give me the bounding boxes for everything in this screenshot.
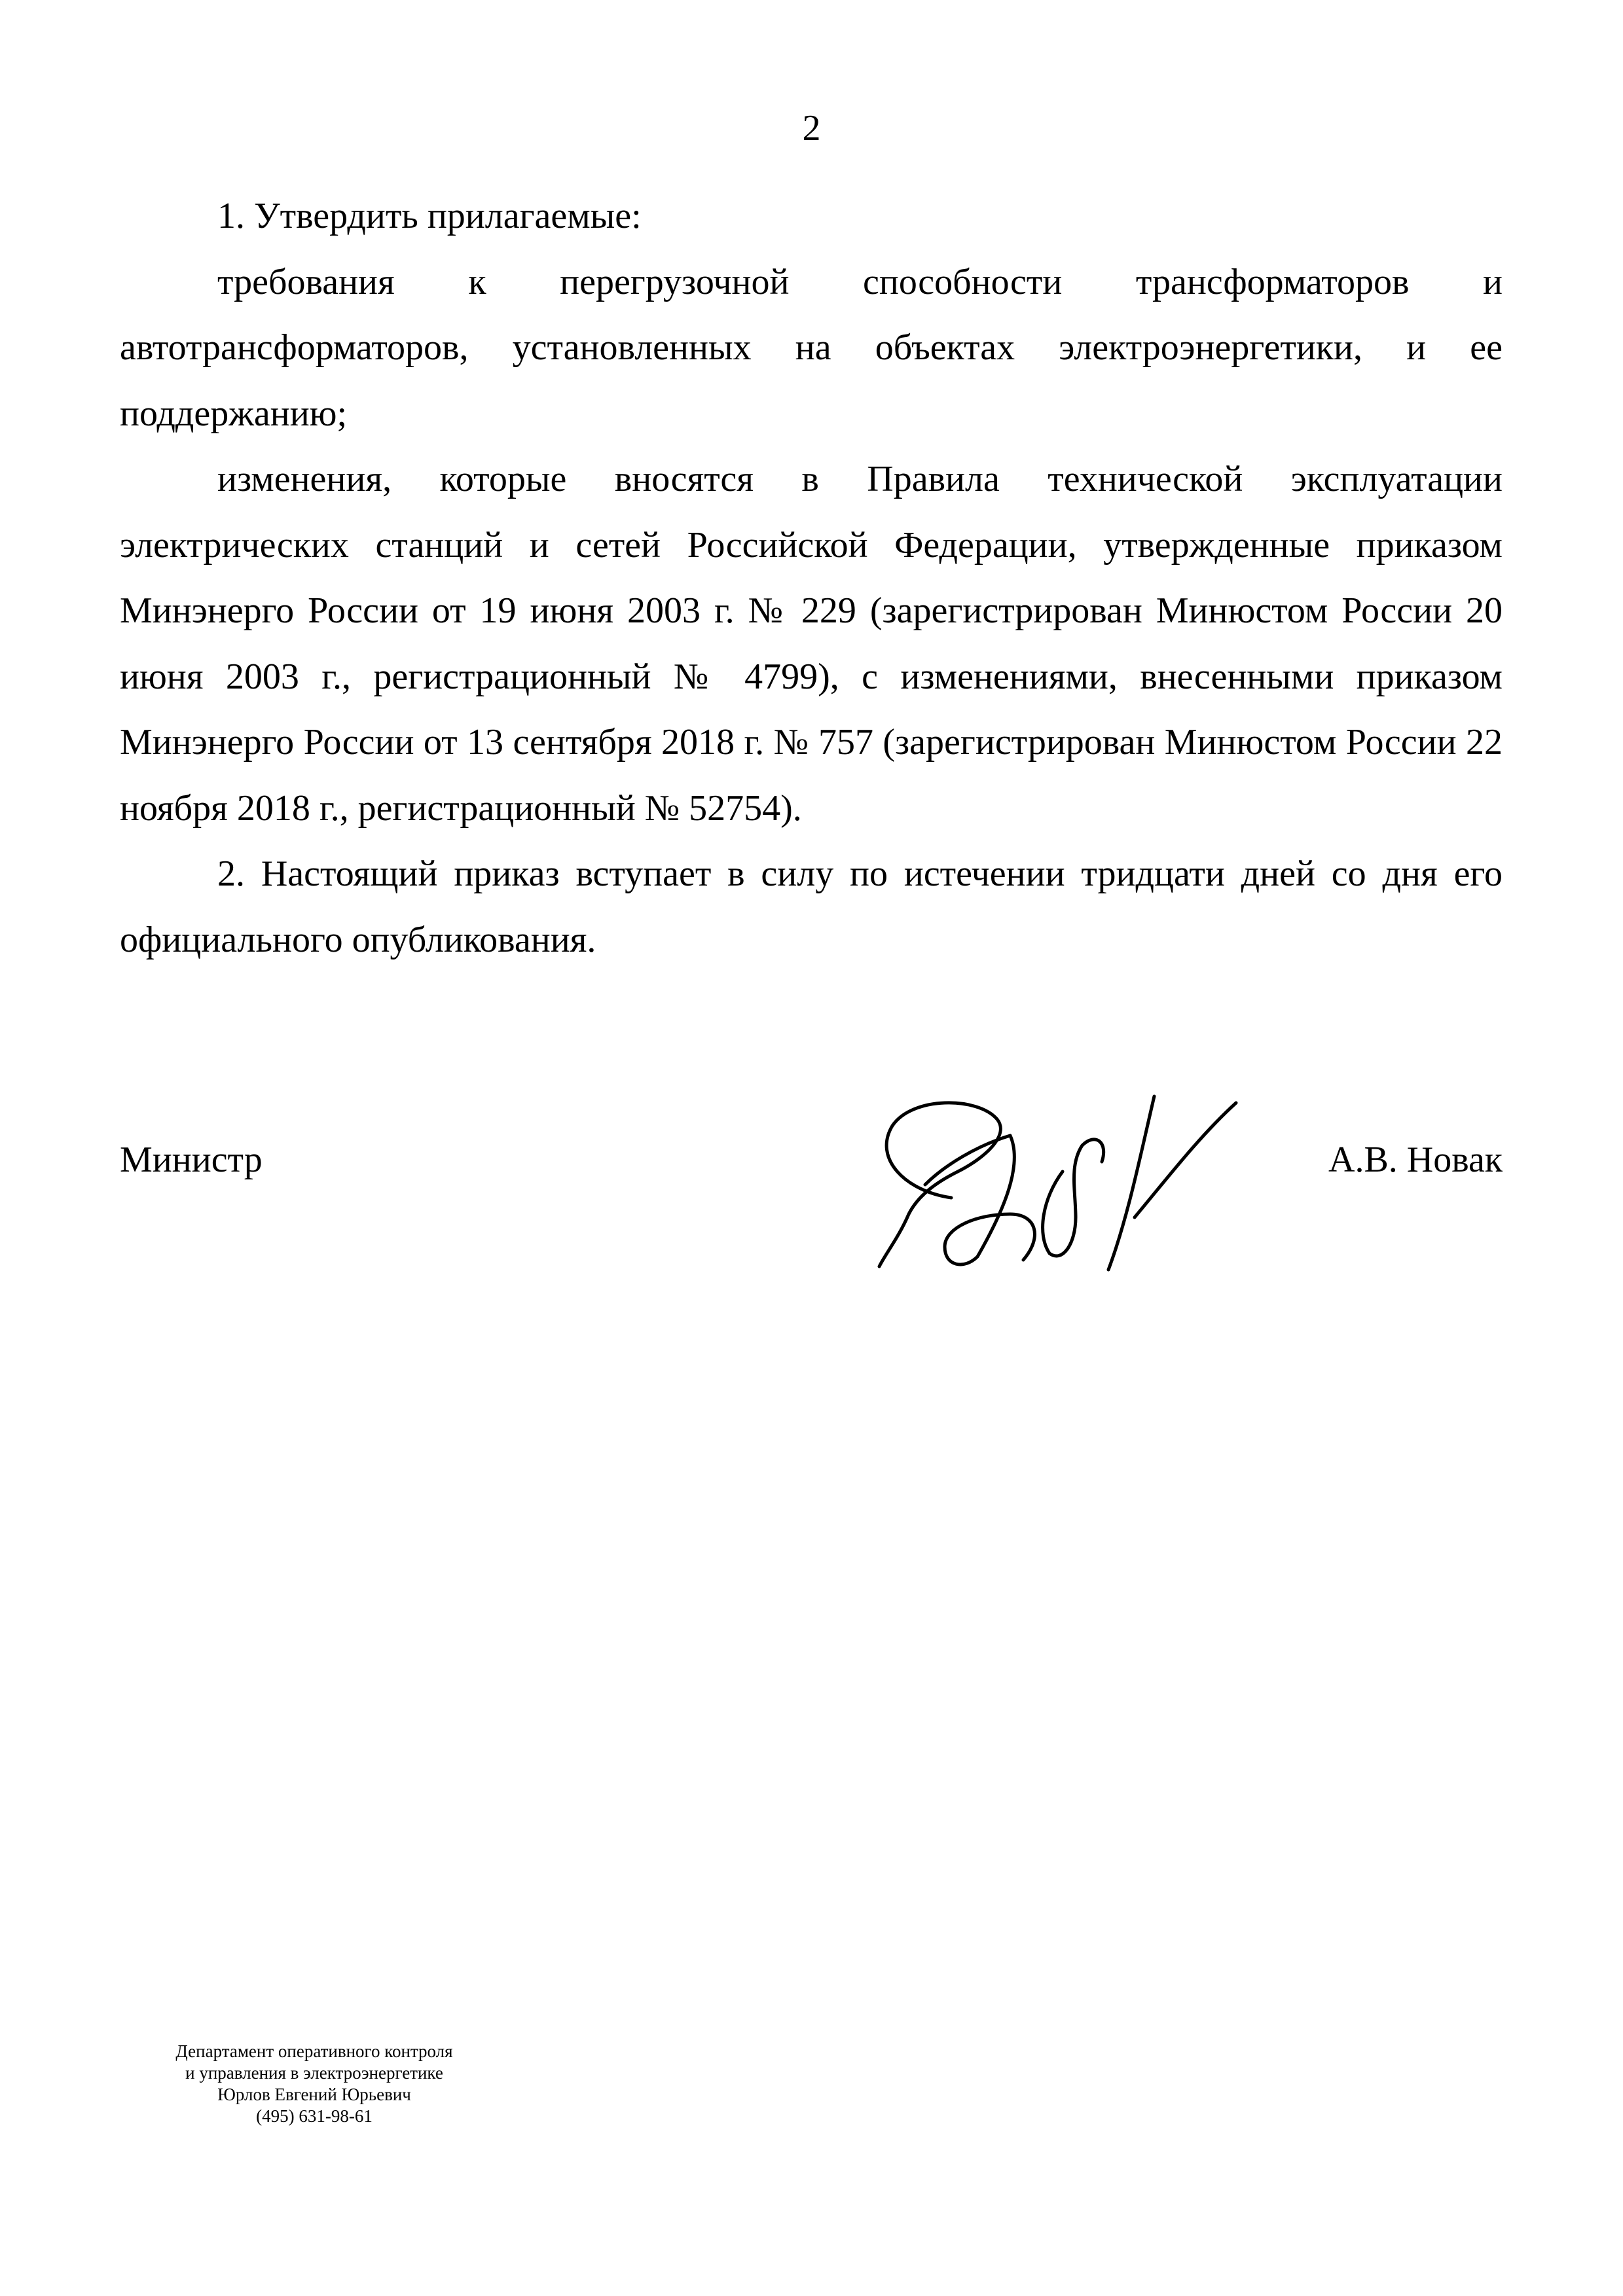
signature-stroke-d [1043,1139,1104,1256]
paragraph-amendments: изменения, которые вносятся в Правила технической эксплуатации электрических станций и сетей Российской Федерации, утвержденные приказом Минэнерго России от 19 июня 2003 г. № 229 (зарегистрирован Минюстом России 20 июня 2003 г., регистрационный № 4799), с изменениями, внесенными приказом Минэнерго России от 13 сентября 2018 г. № 757 (зарегистрирован Минюстом России 22 ноября 2018 г., регистрационный № 52754). [120,459,1503,829]
signature-stroke-b [925,1136,1034,1265]
paragraph-approve: 1. Утвердить прилагаемые: [217,196,642,236]
executor-department-line2: и управления в электроэнергетике [185,2063,443,2083]
signature-stroke-tail [1108,1096,1236,1270]
signer-name: А.В. Новак [1328,1139,1503,1180]
paragraph-requirements: требования к перегрузочной способности трансформаторов и автотрансформаторов, установленных на объектах электроэнергетики, и ее поддержанию; [120,261,1503,434]
page-number: 2 [802,108,821,149]
paragraph-effective-date: 2. Настоящий приказ вступает в силу по истечении тридцати дней со дня его официального опубликования. [120,853,1503,960]
signature-stroke-loop [879,1103,1000,1266]
signature-block [120,1100,1503,1270]
document-body [120,183,1503,973]
executor-person: Юрлов Евгений Юрьевич [217,2085,411,2104]
signer-position: Министр [120,1139,263,1180]
executor-department-line1: Департамент оперативного контроля [175,2041,453,2061]
handwritten-signature [847,1080,1252,1276]
executor-phone: (495) 631-98-61 [256,2106,373,2126]
executor-info [131,2041,498,2127]
